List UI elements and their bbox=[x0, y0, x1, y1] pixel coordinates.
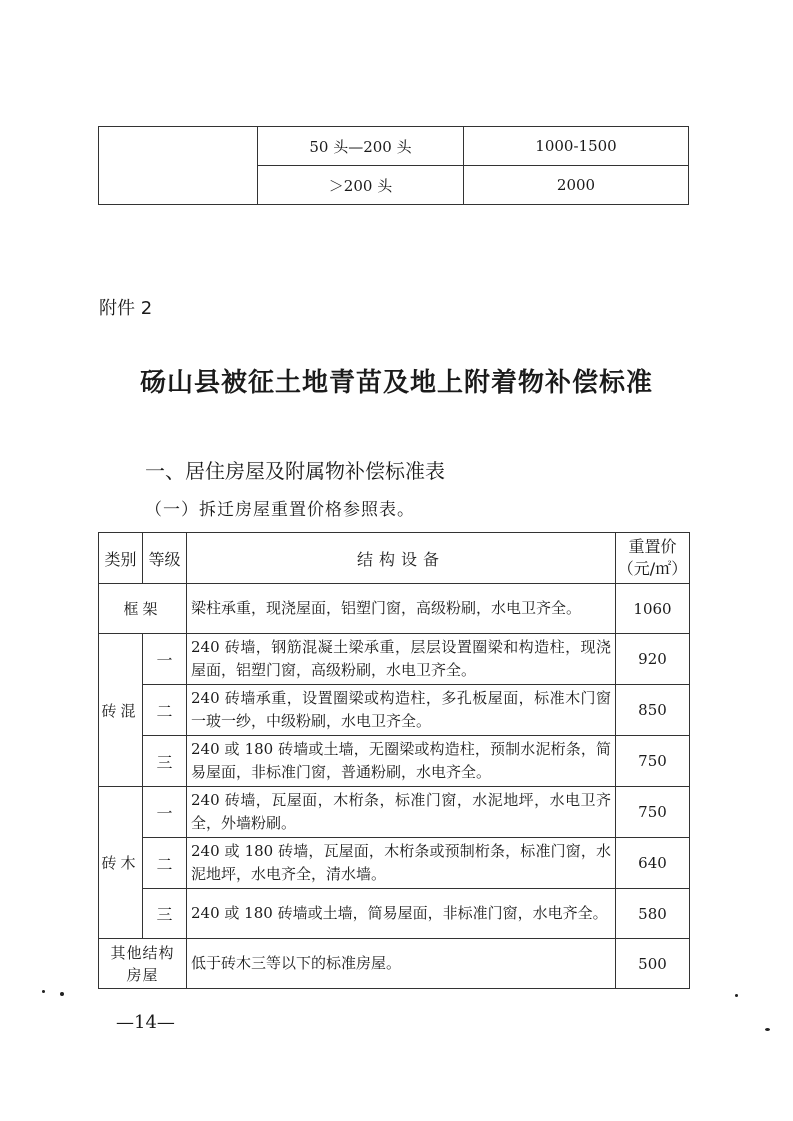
table-cell: 2000 bbox=[464, 166, 689, 205]
continuation-table bbox=[98, 126, 689, 205]
table-row bbox=[99, 127, 689, 166]
table-cell: 50 头—200 头 bbox=[258, 127, 464, 166]
table-row bbox=[99, 634, 690, 685]
price-cell: 640 bbox=[616, 838, 690, 889]
header-structure: 结构设备 bbox=[187, 533, 616, 584]
empty-cell bbox=[99, 127, 258, 205]
grade-cell: 二 bbox=[143, 838, 187, 889]
attachment-label: 附件 2 bbox=[99, 298, 153, 319]
grade-cell: 三 bbox=[143, 889, 187, 939]
table-row bbox=[99, 889, 690, 939]
page-number: —14— bbox=[116, 1012, 175, 1033]
price-cell: 750 bbox=[616, 736, 690, 787]
table-row bbox=[99, 736, 690, 787]
price-cell: 580 bbox=[616, 889, 690, 939]
table-cell: 1000-1500 bbox=[464, 127, 689, 166]
section-heading: 一、居住房屋及附属物补偿标准表 bbox=[145, 459, 445, 483]
price-table bbox=[98, 532, 690, 989]
grade-cell: 一 bbox=[143, 634, 187, 685]
description-cell: 240 砖墙，瓦屋面，木桁条，标准门窗，水泥地坪，水电卫齐全，外墙粉刷。 bbox=[187, 787, 616, 838]
table-row bbox=[99, 685, 690, 736]
category-brick-wood: 砖木 bbox=[99, 787, 143, 939]
price-cell: 750 bbox=[616, 787, 690, 838]
table-row bbox=[99, 584, 690, 634]
grade-cell: 一 bbox=[143, 787, 187, 838]
description-cell: 240 或 180 砖墙，瓦屋面，木桁条或预制桁条，标准门窗，水泥地坪，水电齐全，清水墙。 bbox=[187, 838, 616, 889]
price-cell: 1060 bbox=[616, 584, 690, 634]
price-cell: 500 bbox=[616, 939, 690, 989]
header-price-line2: （元/㎡） bbox=[617, 559, 688, 578]
table-header-row bbox=[99, 533, 690, 584]
table-row bbox=[99, 838, 690, 889]
table-row bbox=[99, 787, 690, 838]
grade-cell: 二 bbox=[143, 685, 187, 736]
description-cell: 240 或 180 砖墙或土墙，简易屋面，非标准门窗，水电齐全。 bbox=[187, 889, 616, 939]
page-title: 砀山县被征土地青苗及地上附着物补偿标准 bbox=[139, 368, 653, 398]
header-category: 类别 bbox=[99, 533, 143, 584]
header-price-line1: 重置价 bbox=[628, 537, 677, 556]
category-other: 其他结构房屋 bbox=[99, 939, 187, 989]
scan-speck bbox=[60, 992, 64, 996]
header-grade: 等级 bbox=[143, 533, 187, 584]
price-cell: 920 bbox=[616, 634, 690, 685]
table-row bbox=[99, 939, 690, 989]
category-brick-concrete: 砖混 bbox=[99, 634, 143, 787]
description-cell: 240 砖墙，钢筋混凝土梁承重，层层设置圈梁和构造柱，现浇屋面，铝塑门窗，高级粉刷，水电卫齐全。 bbox=[187, 634, 616, 685]
description-cell: 低于砖木三等以下的标准房屋。 bbox=[187, 939, 616, 989]
header-price bbox=[616, 533, 690, 584]
description-cell: 240 砖墙承重，设置圈梁或构造柱，多孔板屋面，标准木门窗一玻一纱，中级粉刷，水电卫齐全。 bbox=[187, 685, 616, 736]
price-cell: 850 bbox=[616, 685, 690, 736]
description-cell: 240 或 180 砖墙或土墙，无圈梁或构造柱，预制水泥桁条，简易屋面，非标准门窗，普通粉刷，水电齐全。 bbox=[187, 736, 616, 787]
subsection-heading: （一）拆迁房屋重置价格参照表。 bbox=[145, 500, 415, 520]
scan-speck bbox=[765, 1028, 770, 1031]
description-cell: 梁柱承重，现浇屋面，铝塑门窗，高级粉刷，水电卫齐全。 bbox=[187, 584, 616, 634]
scan-speck bbox=[735, 994, 738, 997]
table-cell: ＞200 头 bbox=[258, 166, 464, 205]
grade-cell: 三 bbox=[143, 736, 187, 787]
category-frame: 框架 bbox=[99, 584, 187, 634]
scan-speck bbox=[42, 990, 45, 993]
